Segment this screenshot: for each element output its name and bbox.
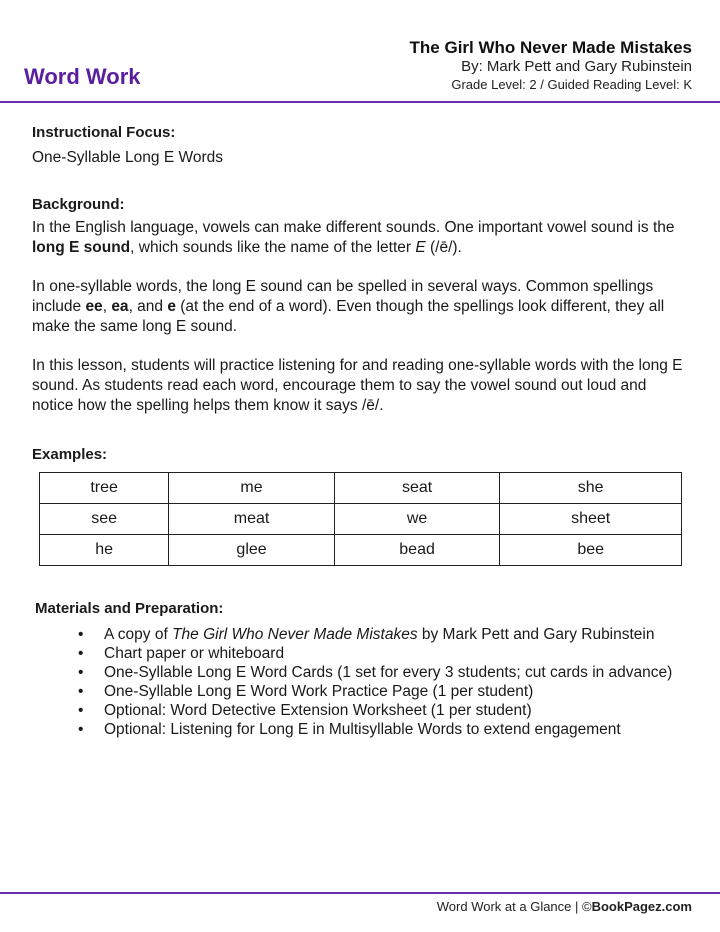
examples-table xyxy=(39,472,682,566)
list-item: • One-Syllable Long E Word Work Practice Page (1 per student) xyxy=(78,683,534,700)
table-cell: she xyxy=(500,473,682,504)
footer: Word Work at a Glance | ©BookPagez.com xyxy=(436,899,692,914)
background-paragraph-1: In the English language, vowels can make different sounds. One important vowel sound is the long E sound, which sounds like the name of the letter E (/ē/). xyxy=(32,219,675,256)
bullet-icon: • xyxy=(78,702,84,719)
bullet-icon: • xyxy=(78,664,84,681)
header-divider xyxy=(0,101,720,103)
list-item: • Optional: Word Detective Extension Worksheet (1 per student) xyxy=(78,702,532,719)
table-cell: glee xyxy=(169,535,335,566)
bullet-icon: • xyxy=(78,626,84,643)
examples-heading: Examples: xyxy=(32,446,108,463)
table-cell: tree xyxy=(40,473,169,504)
bullet-icon: • xyxy=(78,683,84,700)
table-cell: he xyxy=(40,535,169,566)
book-title: The Girl Who Never Made Mistakes xyxy=(409,38,692,57)
background-paragraph-2: In one-syllable words, the long E sound can be spelled in several ways. Common spellings include ee, ea, and e (at the end of a word). Even though the spellings look different, they all make the same long E sound. xyxy=(32,278,665,335)
table-row xyxy=(40,504,682,535)
table-cell: seat xyxy=(334,473,500,504)
reading-level: Grade Level: 2 / Guided Reading Level: K xyxy=(451,77,692,93)
background-paragraph-3: In this lesson, students will practice listening for and reading one-syllable words with the long E sound. As students read each word, encourage them to say the vowel sound out loud and notice how the spelling helps them know it says /ē/. xyxy=(32,357,683,414)
list-item: • Optional: Listening for Long E in Multisyllable Words to extend engagement xyxy=(78,721,621,738)
list-item: • Chart paper or whiteboard xyxy=(78,645,285,662)
table-cell: meat xyxy=(169,504,335,535)
background-heading: Background: xyxy=(32,196,125,213)
table-cell: me xyxy=(169,473,335,504)
table-cell: see xyxy=(40,504,169,535)
book-info xyxy=(410,38,692,93)
footer-divider xyxy=(0,892,720,894)
table-cell: we xyxy=(334,504,500,535)
list-item: • One-Syllable Long E Word Cards (1 set for every 3 students; cut cards in advance) xyxy=(78,664,673,681)
book-authors: By: Mark Pett and Gary Rubinstein xyxy=(461,58,692,76)
table-row xyxy=(40,535,682,566)
table-cell: bee xyxy=(500,535,682,566)
focus-heading: Instructional Focus: xyxy=(32,124,176,141)
brand-link: BookPagez.com xyxy=(591,899,692,914)
bullet-icon: • xyxy=(78,721,84,738)
main-content xyxy=(32,124,692,739)
page-title: Word Work xyxy=(24,64,141,89)
table-cell: bead xyxy=(334,535,500,566)
list-item: • A copy of The Girl Who Never Made Mistakes by Mark Pett and Gary Rubinstein xyxy=(78,626,655,643)
table-cell: sheet xyxy=(500,504,682,535)
bullet-icon: • xyxy=(78,645,84,662)
table-row xyxy=(40,473,682,504)
focus-text: One-Syllable Long E Words xyxy=(32,149,223,166)
materials-heading: Materials and Preparation: xyxy=(35,600,224,617)
materials-list xyxy=(32,625,692,739)
